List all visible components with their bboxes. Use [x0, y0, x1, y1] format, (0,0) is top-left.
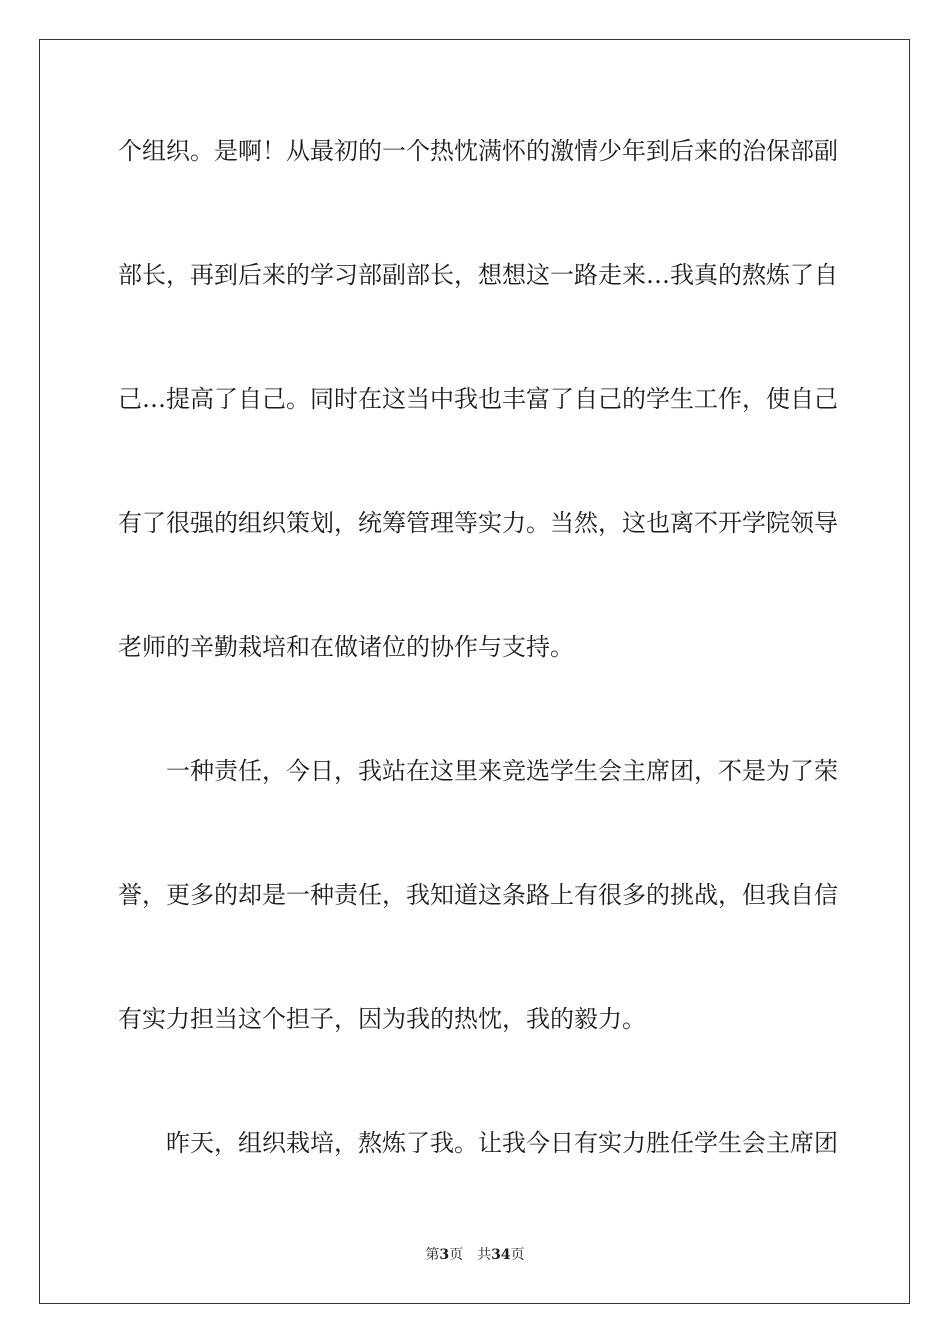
- page-border: [39, 39, 910, 1304]
- text-line-3: 己…提高了自己。同时在这当中我也丰富了自己的学生工作，使自己: [118, 385, 838, 413]
- page-prefix: 第: [425, 1247, 440, 1263]
- text-line-6: 一种责任，今日，我站在这里来竞选学生会主席团，不是为了荣: [166, 757, 838, 785]
- text-line-2: 部长，再到后来的学习部副部长，想想这一路走来…我真的熬炼了自: [118, 261, 838, 289]
- text-line-8: 有实力担当这个担子，因为我的热忱，我的毅力。: [118, 1005, 646, 1033]
- text-line-7: 誉，更多的却是一种责任，我知道这条路上有很多的挑战，但我自信: [118, 881, 838, 909]
- page-footer: [0, 1246, 950, 1264]
- total-prefix: 共: [477, 1247, 492, 1263]
- page-total-number: 34: [491, 1247, 511, 1263]
- total-suffix: 页: [510, 1247, 525, 1263]
- text-line-5: 老师的辛勤栽培和在做诸位的协作与支持。: [118, 633, 574, 661]
- page-suffix: 页: [449, 1247, 464, 1263]
- text-line-9: 昨天，组织栽培，熬炼了我。让我今日有实力胜任学生会主席团: [166, 1129, 838, 1157]
- page-current-number: 3: [439, 1247, 450, 1263]
- text-line-4: 有了很强的组织策划，统筹管理等实力。当然，这也离不开学院领导: [118, 509, 838, 537]
- text-line-1: 个组织。是啊！从最初的一个热忱满怀的激情少年到后来的治保部副: [118, 137, 838, 165]
